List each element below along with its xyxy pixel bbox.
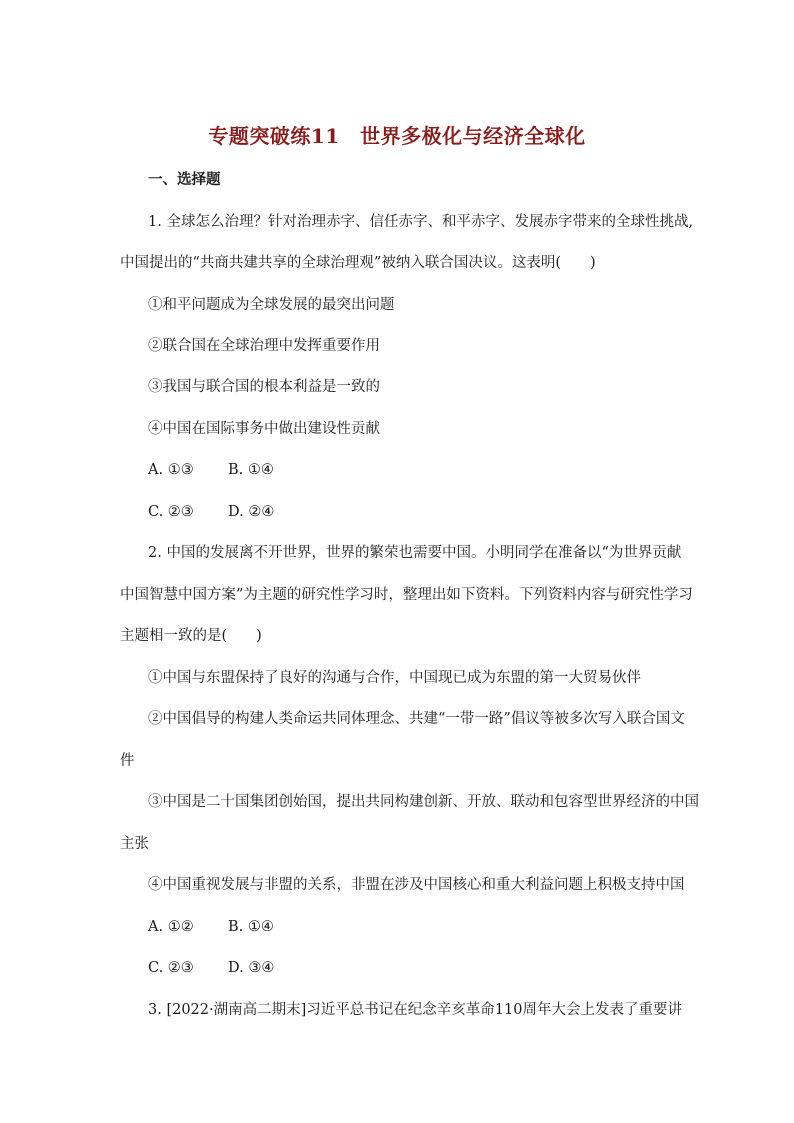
q1-stem-line2: 中国提出的“共商共建共享的全球治理观”被纳入联合国决议。这表明( ) xyxy=(120,255,596,271)
q2-item-3-line1: ③中国是二十国集团创始国，提出共同构建创新、开放、联动和包容型世界经济的中国 xyxy=(148,794,699,810)
q2-options-row2 xyxy=(148,958,274,978)
q2-stem-line1: 2. 中国的发展离不开世界，世界的繁荣也需要中国。小明同学在准备以“为世界贡献 xyxy=(148,545,682,561)
page-title: 专题突破练11 世界多极化与经济全球化 xyxy=(208,124,586,148)
q2-item-2-line2: 件 xyxy=(120,753,135,769)
q2-stem-line2: 中国智慧中国方案”为主题的研究性学习时，整理出如下资料。下列资料内容与研究性学习 xyxy=(120,587,693,603)
q2-option-a: A. ①② xyxy=(148,919,194,935)
q2-option-d: D. ③④ xyxy=(228,960,275,976)
q2-item-3-line2: 主张 xyxy=(120,836,149,852)
q1-option-d: D. ②④ xyxy=(228,504,275,520)
section-heading: 一、选择题 xyxy=(148,171,221,188)
q2-options-row1 xyxy=(148,917,274,937)
q1-item-1: ①和平问题成为全球发展的最突出问题 xyxy=(148,297,395,313)
q1-option-b: B. ①④ xyxy=(228,462,274,478)
q1-item-3: ③我国与联合国的根本利益是一致的 xyxy=(148,379,380,395)
q2-item-2-line1: ②中国倡导的构建人类命运共同体理念、共建“一带一路”倡议等被多次写入联合国文 xyxy=(148,711,685,727)
q1-option-a: A. ①③ xyxy=(148,462,194,478)
q1-options-row1 xyxy=(148,460,274,480)
q1-item-2: ②联合国在全球治理中发挥重要作用 xyxy=(148,338,380,354)
q2-item-4: ④中国重视发展与非盟的关系，非盟在涉及中国核心和重大利益问题上积极支持中国 xyxy=(148,877,685,893)
q1-option-c: C. ②③ xyxy=(148,504,194,520)
q3-stem-line1: 3. [2022·湖南高二期末]习近平总书记在纪念辛亥革命110周年大会上发表了重要讲 xyxy=(148,1002,682,1018)
q2-stem-line3: 主题相一致的是( ) xyxy=(120,628,262,644)
q2-option-c: C. ②③ xyxy=(148,960,194,976)
q2-option-b: B. ①④ xyxy=(228,919,274,935)
q1-item-4: ④中国在国际事务中做出建设性贡献 xyxy=(148,421,380,437)
q2-item-1: ①中国与东盟保持了良好的沟通与合作，中国现已成为东盟的第一大贸易伙伴 xyxy=(148,670,641,686)
q1-options-row2 xyxy=(148,502,274,522)
q1-stem-line1: 1. 全球怎么治理？针对治理赤字、信任赤字、和平赤字、发展赤字带来的全球性挑战, xyxy=(148,214,694,230)
